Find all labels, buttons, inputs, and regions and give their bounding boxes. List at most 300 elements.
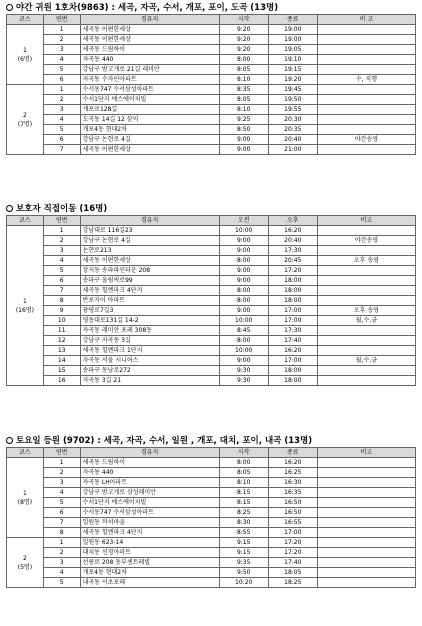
table-row — [7, 236, 416, 246]
seq-cell: 2 — [43, 468, 80, 478]
start-cell: 9:30 — [219, 366, 268, 376]
seq-cell: 15 — [43, 366, 80, 376]
start-cell: 9:00 — [219, 306, 268, 316]
note-cell — [317, 568, 415, 578]
start-cell: 10:00 — [219, 226, 268, 236]
end-cell: 17:20 — [268, 548, 317, 558]
route-cell: 수서동747 수서삼성아파트 — [80, 85, 219, 95]
note-cell — [317, 266, 415, 276]
start-cell: 9:35 — [219, 558, 268, 568]
route-cell: 대치동 선경아파트 — [80, 548, 219, 558]
note-cell — [317, 518, 415, 528]
column-header: 코스 — [7, 448, 44, 458]
seq-cell: 12 — [43, 336, 80, 346]
end-cell: 16:50 — [268, 508, 317, 518]
end-cell: 19:45 — [268, 85, 317, 95]
start-cell: 9:00 — [219, 266, 268, 276]
end-cell: 18:00 — [268, 376, 317, 386]
table-row — [7, 256, 416, 266]
seq-cell: 6 — [43, 135, 80, 145]
route-cell: 세곡동 힐엔파크 4단지 — [80, 286, 219, 296]
end-cell: 17:20 — [268, 266, 317, 276]
end-cell: 16:20 — [268, 458, 317, 468]
table-row — [7, 105, 416, 115]
note-cell: 월,수,금 — [317, 356, 415, 366]
start-cell: 9:00 — [219, 276, 268, 286]
start-cell: 9:30 — [219, 376, 268, 386]
end-cell: 19:00 — [268, 25, 317, 35]
table-row — [7, 578, 416, 588]
route-cell: 송파구 올림픽로99 — [80, 276, 219, 286]
note-cell — [317, 95, 415, 105]
table-row — [7, 125, 416, 135]
route-cell: 자곡동 래미안 포레 308동 — [80, 326, 219, 336]
note-cell — [317, 105, 415, 115]
end-cell: 18:05 — [268, 568, 317, 578]
start-cell: 9:50 — [219, 568, 268, 578]
seq-cell: 4 — [43, 55, 80, 65]
start-cell: 8:55 — [219, 528, 268, 538]
course-number: 1 — [22, 297, 27, 305]
table-row — [7, 508, 416, 518]
start-cell: 10:00 — [219, 316, 268, 326]
table-row — [7, 296, 416, 306]
end-cell: 17:00 — [268, 356, 317, 366]
table-row — [7, 336, 416, 346]
start-cell: 9:20 — [219, 45, 268, 55]
start-cell: 8:10 — [219, 478, 268, 488]
seq-cell: 6 — [43, 276, 80, 286]
start-cell: 8:15 — [219, 498, 268, 508]
table-row — [7, 518, 416, 528]
table-row — [7, 135, 416, 145]
route-cell: 영동대로131길 14-2 — [80, 316, 219, 326]
table-row — [7, 458, 416, 468]
table-row — [7, 468, 416, 478]
column-header: 비고 — [317, 448, 415, 458]
seq-cell: 11 — [43, 326, 80, 336]
seq-cell: 7 — [43, 286, 80, 296]
note-cell — [317, 145, 415, 155]
route-cell: 개포4동 현대2차 — [80, 568, 219, 578]
route-cell: 세곡동 드림하이 — [80, 458, 219, 468]
column-header: 경유지 — [80, 448, 219, 458]
seq-cell: 3 — [43, 105, 80, 115]
section-title — [6, 435, 416, 447]
section-title-text: 야간 귀원 1호차(9863) : 세곡, 자곡, 수서, 개포, 포이, 도곡 (13명) — [16, 3, 279, 13]
end-cell: 19:00 — [268, 35, 317, 45]
seq-cell: 5 — [43, 498, 80, 508]
end-cell: 19:50 — [268, 95, 317, 105]
table-row — [7, 376, 416, 386]
start-cell: 8:30 — [219, 518, 268, 528]
column-header: 시작 — [219, 448, 268, 458]
table-row — [7, 326, 416, 336]
column-header: 경유지 — [80, 15, 219, 25]
seq-cell: 1 — [43, 85, 80, 95]
start-cell: 8:15 — [219, 488, 268, 498]
table-row — [7, 528, 416, 538]
table-row — [7, 558, 416, 568]
note-cell — [317, 558, 415, 568]
seq-cell: 2 — [43, 95, 80, 105]
route-cell: 수서1단지 에스에이치빌 — [80, 95, 219, 105]
course-count: (7명) — [17, 120, 33, 128]
circle-bullet-icon — [6, 205, 13, 212]
note-cell — [317, 65, 415, 75]
note-cell — [317, 538, 415, 548]
section-guardian-transport — [6, 203, 416, 386]
section-title — [6, 2, 416, 14]
start-cell: 10:00 — [219, 346, 268, 356]
seq-cell: 13 — [43, 346, 80, 356]
route-cell: 자곡동 수자인아파트 — [80, 75, 219, 85]
route-cell: 강남구 논현로 4길 — [80, 236, 219, 246]
note-cell — [317, 55, 415, 65]
note-cell — [317, 488, 415, 498]
schedule-table — [6, 14, 416, 155]
end-cell: 17:00 — [268, 528, 317, 538]
start-cell: 8:00 — [219, 296, 268, 306]
route-cell: 논현로213 — [80, 246, 219, 256]
table-row — [7, 226, 416, 236]
table-row — [7, 45, 416, 55]
route-cell: 내곡동 서초포레 — [80, 578, 219, 588]
end-cell: 17:30 — [268, 326, 317, 336]
start-cell: 8:05 — [219, 95, 268, 105]
note-cell — [317, 125, 415, 135]
table-row — [7, 145, 416, 155]
table-row — [7, 488, 416, 498]
start-cell: 9:00 — [219, 356, 268, 366]
route-cell: 자곡동 440 — [80, 55, 219, 65]
start-cell: 8:50 — [219, 125, 268, 135]
seq-cell: 3 — [43, 558, 80, 568]
end-cell: 19:10 — [268, 55, 317, 65]
start-cell: 8:05 — [219, 65, 268, 75]
end-cell: 17:00 — [268, 316, 317, 326]
route-cell: 세곡동 힐엔파크 4단지 — [80, 528, 219, 538]
seq-cell: 1 — [43, 458, 80, 468]
table-row — [7, 538, 416, 548]
course-count: (6명) — [17, 55, 33, 63]
route-cell: 개포로128길 — [80, 105, 219, 115]
start-cell: 8:10 — [219, 75, 268, 85]
table-row — [7, 306, 416, 316]
route-cell: 세곡동 이편한세상 — [80, 25, 219, 35]
seq-cell: 3 — [43, 246, 80, 256]
seq-cell: 6 — [43, 508, 80, 518]
route-cell: 개포4동 현대2차 — [80, 125, 219, 135]
end-cell: 18:00 — [268, 366, 317, 376]
route-cell: 세곡동 힐엔파크 1단지 — [80, 346, 219, 356]
route-cell: 반포자이 아파트 — [80, 296, 219, 306]
end-cell: 19:20 — [268, 75, 317, 85]
column-header: 연번 — [43, 15, 80, 25]
seq-cell: 3 — [43, 478, 80, 488]
start-cell: 8:00 — [219, 336, 268, 346]
start-cell: 9:15 — [219, 548, 268, 558]
table-header-row — [7, 448, 416, 458]
table-row — [7, 498, 416, 508]
route-cell: 강남구 자곡동 3길 — [80, 336, 219, 346]
table-row — [7, 478, 416, 488]
seq-cell: 4 — [43, 256, 80, 266]
route-cell: 수서동747 수서삼성아파트 — [80, 508, 219, 518]
start-cell: 9:20 — [219, 25, 268, 35]
end-cell: 16:35 — [268, 488, 317, 498]
course-count: (16명) — [15, 306, 34, 314]
note-cell — [317, 478, 415, 488]
column-header: 종료 — [268, 448, 317, 458]
course-cell — [7, 226, 44, 386]
note-cell — [317, 548, 415, 558]
route-cell: 일원동 까치마을 — [80, 518, 219, 528]
column-header: 경유지 — [80, 216, 219, 226]
column-header: 오후 — [268, 216, 317, 226]
start-cell: 9:15 — [219, 538, 268, 548]
end-cell: 18:00 — [268, 296, 317, 306]
route-cell: 세곡동 이편한세상 — [80, 256, 219, 266]
start-cell: 8:00 — [219, 55, 268, 65]
route-cell: 자곡동 3길 21 — [80, 376, 219, 386]
start-cell: 8:35 — [219, 85, 268, 95]
route-cell: 강남구 밤고개로 21길 래미안 — [80, 65, 219, 75]
table-row — [7, 246, 416, 256]
column-header: 비고 — [317, 216, 415, 226]
seq-cell: 8 — [43, 528, 80, 538]
schedule-table — [6, 215, 416, 386]
route-cell: 자곡동 440 — [80, 468, 219, 478]
section-title-text: 보호자 직접이동 (16명) — [16, 204, 108, 214]
route-cell: 송파구 동남로272 — [80, 366, 219, 376]
note-cell: 야간송영 — [317, 236, 415, 246]
note-cell — [317, 468, 415, 478]
table-row — [7, 276, 416, 286]
section-night-return — [6, 2, 416, 155]
table-row — [7, 266, 416, 276]
table-row — [7, 356, 416, 366]
end-cell: 16:50 — [268, 498, 317, 508]
seq-cell: 4 — [43, 568, 80, 578]
note-cell — [317, 528, 415, 538]
course-number: 1 — [22, 46, 27, 54]
note-cell — [317, 226, 415, 236]
start-cell: 8:05 — [219, 468, 268, 478]
start-cell: 8:00 — [219, 256, 268, 266]
route-cell: 선릉로 208 동부센트레빌 — [80, 558, 219, 568]
route-cell: 일원동 623-14 — [80, 538, 219, 548]
table-row — [7, 25, 416, 35]
column-header: 오전 — [219, 216, 268, 226]
course-cell — [7, 458, 44, 538]
start-cell: 9:00 — [219, 135, 268, 145]
start-cell: 9:20 — [219, 35, 268, 45]
course-cell — [7, 25, 44, 85]
note-cell: 수, 직행 — [317, 75, 415, 85]
table-row — [7, 55, 416, 65]
end-cell: 16:25 — [268, 468, 317, 478]
circle-bullet-icon — [6, 4, 13, 11]
table-row — [7, 366, 416, 376]
seq-cell: 5 — [43, 578, 80, 588]
seq-cell: 8 — [43, 296, 80, 306]
note-cell — [317, 376, 415, 386]
end-cell: 17:40 — [268, 558, 317, 568]
table-row — [7, 75, 416, 85]
seq-cell: 4 — [43, 488, 80, 498]
seq-cell: 10 — [43, 316, 80, 326]
note-cell — [317, 35, 415, 45]
note-cell — [317, 115, 415, 125]
end-cell: 18:00 — [268, 276, 317, 286]
end-cell: 19:55 — [268, 105, 317, 115]
end-cell: 20:30 — [268, 115, 317, 125]
course-cell — [7, 85, 44, 155]
start-cell: 9:00 — [219, 246, 268, 256]
seq-cell: 5 — [43, 65, 80, 75]
end-cell: 17:30 — [268, 246, 317, 256]
end-cell: 17:40 — [268, 336, 317, 346]
note-cell — [317, 25, 415, 35]
end-cell: 18:25 — [268, 578, 317, 588]
note-cell — [317, 45, 415, 55]
end-cell: 20:35 — [268, 125, 317, 135]
course-number: 2 — [22, 111, 27, 119]
seq-cell: 2 — [43, 35, 80, 45]
end-cell: 20:40 — [268, 135, 317, 145]
route-cell: 세곡동 이편한세상 — [80, 145, 219, 155]
note-cell — [317, 508, 415, 518]
end-cell: 19:15 — [268, 65, 317, 75]
note-cell — [317, 498, 415, 508]
course-number: 1 — [22, 489, 27, 497]
table-row — [7, 286, 416, 296]
end-cell: 17:00 — [268, 306, 317, 316]
note-cell — [317, 246, 415, 256]
seq-cell: 1 — [43, 538, 80, 548]
end-cell: 17:20 — [268, 538, 317, 548]
route-cell: 세곡동 드림하이 — [80, 45, 219, 55]
seq-cell: 7 — [43, 518, 80, 528]
end-cell: 20:45 — [268, 256, 317, 266]
start-cell: 8:10 — [219, 105, 268, 115]
note-cell: 오후 송영 — [317, 256, 415, 266]
course-number: 2 — [22, 554, 27, 562]
note-cell: 월,수,금 — [317, 316, 415, 326]
column-header: 코스 — [7, 216, 44, 226]
column-header: 시작 — [219, 15, 268, 25]
note-cell — [317, 85, 415, 95]
end-cell: 18:00 — [268, 286, 317, 296]
route-cell: 자곡동 LH아파트 — [80, 478, 219, 488]
table-row — [7, 548, 416, 558]
note-cell — [317, 296, 415, 306]
course-count: (5명) — [17, 563, 33, 571]
end-cell: 16:20 — [268, 346, 317, 356]
seq-cell: 2 — [43, 548, 80, 558]
seq-cell: 4 — [43, 115, 80, 125]
section-title-text: 토요일 등원 (9702) : 세곡, 자곡, 수서, 일원 , 개포, 대치, 포이, 내곡 (13명) — [16, 436, 313, 446]
end-cell: 16:55 — [268, 518, 317, 528]
table-row — [7, 346, 416, 356]
note-cell — [317, 578, 415, 588]
seq-cell: 14 — [43, 356, 80, 366]
table-row — [7, 115, 416, 125]
end-cell: 21:00 — [268, 145, 317, 155]
note-cell — [317, 458, 415, 468]
table-row — [7, 95, 416, 105]
table-row — [7, 316, 416, 326]
seq-cell: 7 — [43, 145, 80, 155]
start-cell: 9:00 — [219, 236, 268, 246]
table-header-row — [7, 216, 416, 226]
section-title — [6, 203, 416, 215]
start-cell: 10:20 — [219, 578, 268, 588]
note-cell: 야간송영 — [317, 135, 415, 145]
seq-cell: 1 — [43, 25, 80, 35]
end-cell: 16:20 — [268, 226, 317, 236]
seq-cell: 9 — [43, 306, 80, 316]
column-header: 연번 — [43, 448, 80, 458]
start-cell: 9:25 — [219, 115, 268, 125]
route-cell: 자곡동 서울 시니어스 — [80, 356, 219, 366]
table-header-row — [7, 15, 416, 25]
start-cell: 8:25 — [219, 508, 268, 518]
route-cell: 강남대로 116길23 — [80, 226, 219, 236]
table-row — [7, 65, 416, 75]
start-cell: 9:00 — [219, 145, 268, 155]
column-header: 연번 — [43, 216, 80, 226]
column-header: 종료 — [268, 15, 317, 25]
start-cell: 8:00 — [219, 458, 268, 468]
seq-cell: 6 — [43, 75, 80, 85]
seq-cell: 2 — [43, 236, 80, 246]
end-cell: 19:05 — [268, 45, 317, 55]
circle-bullet-icon — [6, 437, 13, 444]
note-cell — [317, 286, 415, 296]
schedule-table — [6, 447, 416, 588]
route-cell: 세곡동 이편한세상 — [80, 35, 219, 45]
course-cell — [7, 538, 44, 588]
table-row — [7, 85, 416, 95]
note-cell — [317, 326, 415, 336]
table-row — [7, 568, 416, 578]
note-cell — [317, 336, 415, 346]
start-cell: 8:00 — [219, 286, 268, 296]
course-count: (8명) — [17, 498, 33, 506]
route-cell: 강남구 논현로 4길 — [80, 135, 219, 145]
column-header: 비 고 — [317, 15, 415, 25]
note-cell — [317, 276, 415, 286]
seq-cell: 5 — [43, 125, 80, 135]
seq-cell: 3 — [43, 45, 80, 55]
table-row — [7, 35, 416, 45]
note-cell — [317, 366, 415, 376]
seq-cell: 1 — [43, 226, 80, 236]
start-cell: 8:45 — [219, 326, 268, 336]
seq-cell: 16 — [43, 376, 80, 386]
route-cell: 강남구 밤고개로 삼성래미안 — [80, 488, 219, 498]
column-header: 코스 — [7, 15, 44, 25]
route-cell: 장지동 송파파인타운 208 — [80, 266, 219, 276]
end-cell: 20:40 — [268, 236, 317, 246]
section-saturday-pickup — [6, 435, 416, 588]
route-cell: 수서1단지 에스에이치빌 — [80, 498, 219, 508]
route-cell: 광평로7길3 — [80, 306, 219, 316]
note-cell: 오후 송영 — [317, 306, 415, 316]
end-cell: 16:30 — [268, 478, 317, 488]
